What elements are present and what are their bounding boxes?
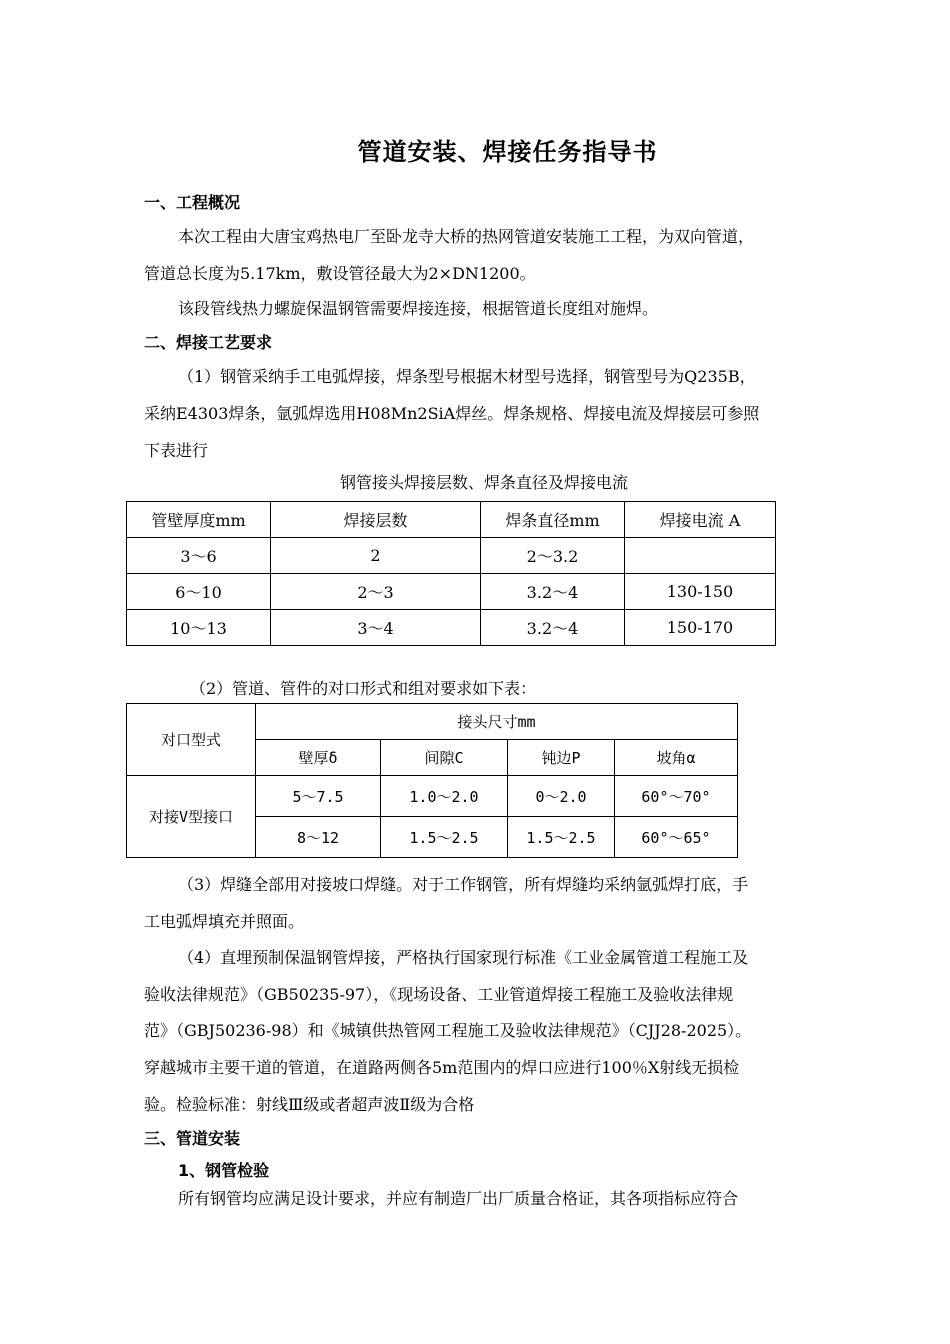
table-header-cell: 钝边P: [508, 740, 615, 776]
table-header-cell: 管壁厚度mm: [127, 502, 271, 538]
s1-para1-line2: 管道总长度为5.17km，敷设管径最大为2×DN1200。: [144, 264, 536, 283]
table-cell: 3.2～4: [481, 574, 625, 610]
s2-para3-line1: （3）焊缝全部用对接坡口焊缝。对于工作钢管，所有焊缝均采纳氩弧焊打底，手: [178, 875, 749, 894]
table-group-header: 接头尺寸mm: [256, 704, 738, 740]
table-cell: 8～12: [256, 817, 381, 858]
s1-para1-line1: 本次工程由大唐宝鸡热电厂至卧龙寺大桥的热网管道安装施工工程，为双向管道，: [178, 227, 755, 246]
subsection-heading: 1、钢管检验: [178, 1161, 270, 1180]
section-2-heading: 二、焊接工艺要求: [144, 333, 273, 352]
table-row: [127, 776, 738, 817]
s2-para1-line1: （1）钢管采纳手工电弧焊接，焊条型号根据木材型号选择，钢管型号为Q235B，: [178, 367, 756, 386]
table-header-cell: 对口型式: [127, 704, 256, 776]
table-header-cell: 焊条直径mm: [481, 502, 625, 538]
table-cell: 10～13: [127, 610, 271, 646]
table-header-cell: 坡角α: [615, 740, 738, 776]
table-row: [127, 610, 776, 646]
table-cell: 0～2.0: [508, 776, 615, 817]
table-header-cell: 焊接层数: [271, 502, 481, 538]
table-header-cell: 间隙C: [381, 740, 508, 776]
table-cell: 150-170: [625, 610, 776, 646]
table1-caption: 钢管接头焊接层数、焊条直径及焊接电流: [340, 473, 629, 492]
section-3-heading: 三、管道安装: [144, 1129, 241, 1148]
section-1-heading: 一、工程概况: [144, 193, 241, 212]
s2-para3-line2: 工电弧焊填充并照面。: [144, 912, 305, 931]
table-cell: 2～3: [271, 574, 481, 610]
table-header-cell: 壁厚δ: [256, 740, 381, 776]
page-title: 管道安装、焊接任务指导书: [357, 138, 658, 166]
table-cell: 3.2～4: [481, 610, 625, 646]
table-cell: 5～7.5: [256, 776, 381, 817]
s2-para4-line2: 验收法律规范》（GB50235-97），《现场设备、工业管道焊接工程施工及验收法律规: [144, 985, 734, 1004]
table-row-label: 对接V型接口: [127, 776, 256, 858]
table-cell: 1.5～2.5: [508, 817, 615, 858]
table-cell: 1.5～2.5: [381, 817, 508, 858]
s2-para1-line3: 下表进行: [144, 441, 209, 460]
table-cell: 3～4: [271, 610, 481, 646]
joint-form-table: [126, 703, 738, 858]
table-row: [127, 574, 776, 610]
table-cell: 3～6: [127, 538, 271, 574]
table-header-row: [127, 704, 738, 740]
table-cell: 60°～65°: [615, 817, 738, 858]
table-cell: 2～3.2: [481, 538, 625, 574]
s2-para4-line1: （4）直埋预制保温钢管焊接，严格执行国家现行标准《工业金属管道工程施工及: [178, 948, 749, 967]
s2-para2: （2）管道、管件的对口形式和组对要求如下表：: [190, 679, 537, 698]
s2-para4-line5: 验。检验标准：射线Ⅲ级或者超声波Ⅱ级为合格: [144, 1095, 475, 1114]
table-cell: 2: [271, 538, 481, 574]
table-header-row: [127, 502, 776, 538]
s3-para1: 所有钢管均应满足设计要求，并应有制造厂出厂质量合格证，其各项指标应符合: [178, 1189, 739, 1208]
table-cell: 1.0～2.0: [381, 776, 508, 817]
s2-para4-line4: 穿越城市主要干道的管道，在道路两侧各5m范围内的焊口应进行100％X射线无损检: [144, 1058, 740, 1077]
s2-para1-line2: 采纳E4303焊条，氩弧焊选用H08Mn2SiA焊丝。焊条规格、焊接电流及焊接层可参照: [144, 404, 760, 423]
table-cell: 60°～70°: [615, 776, 738, 817]
table-cell: 6～10: [127, 574, 271, 610]
table-cell: [625, 538, 776, 574]
s2-para4-line3: 范》（GBJ50236-98）和《城镇供热管网工程施工及验收法律规范》（CJJ28-2025）。: [144, 1021, 752, 1040]
s1-para2: 该段管线热力螺旋保温钢管需要焊接连接，根据管道长度组对施焊。: [178, 299, 659, 318]
table-header-cell: 焊接电流 A: [625, 502, 776, 538]
table-row: [127, 538, 776, 574]
table-cell: 130-150: [625, 574, 776, 610]
welding-current-table: [126, 501, 776, 646]
